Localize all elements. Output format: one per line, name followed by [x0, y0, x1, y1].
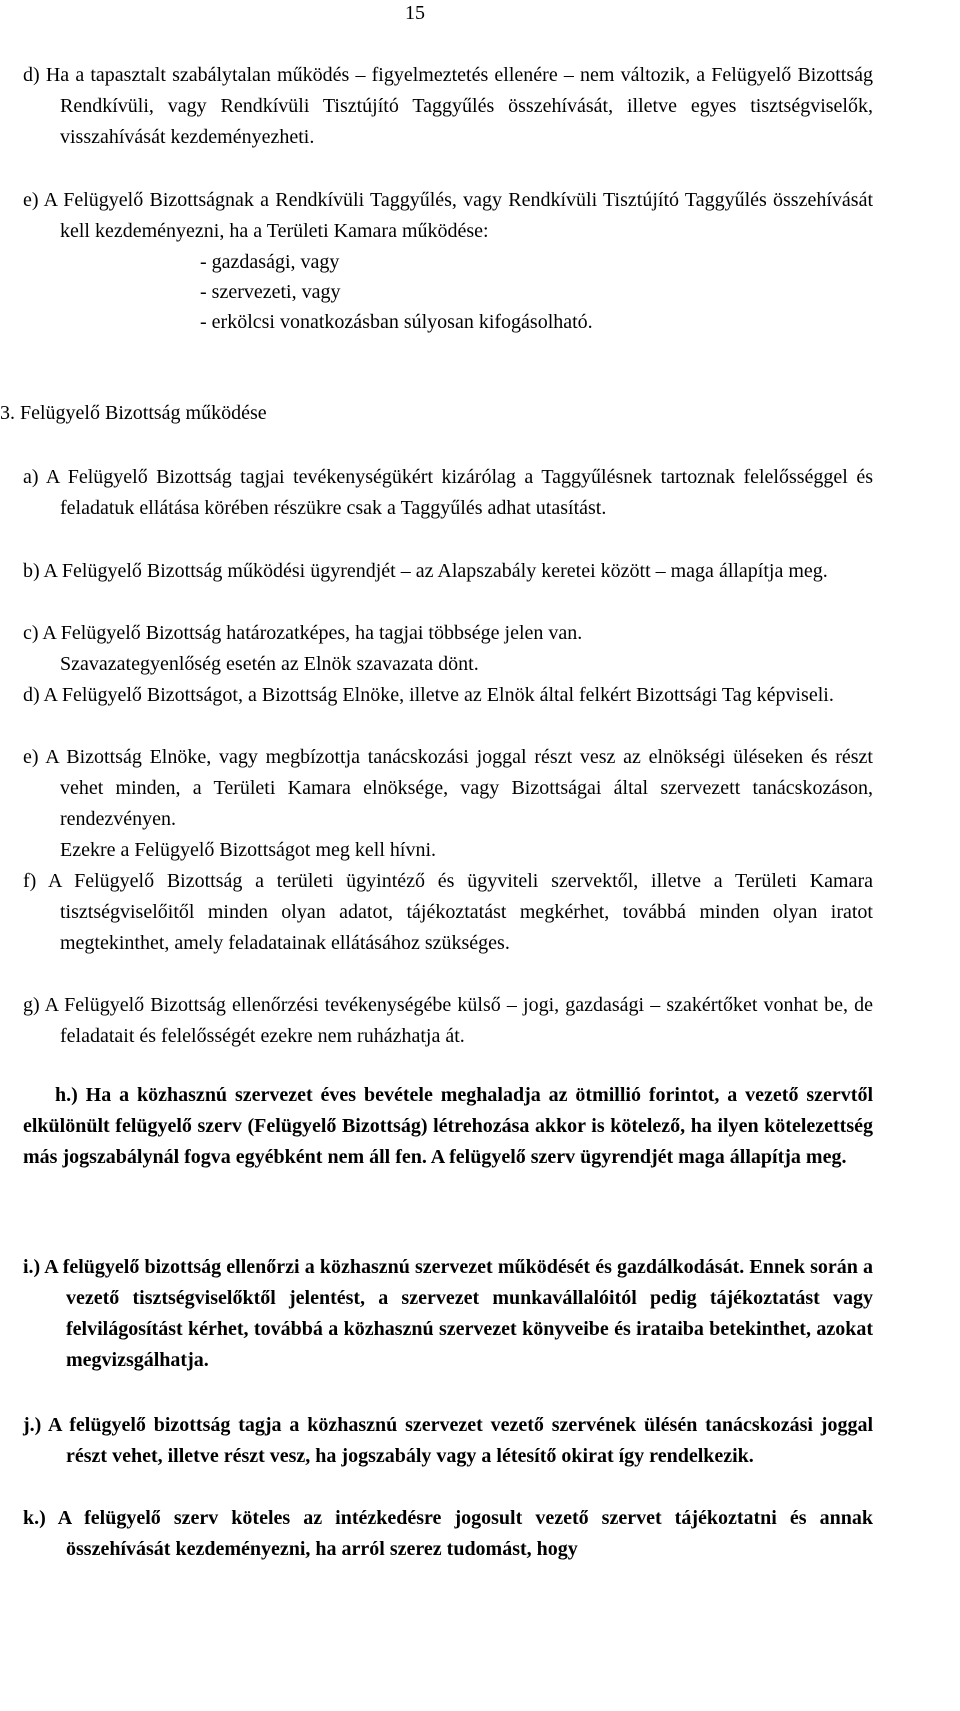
bullet-item: - erkölcsi vonatkozásban súlyosan kifogásolható.: [200, 311, 593, 333]
paragraph-3d-text: d) A Felügyelő Bizottságot, a Bizottság Elnöke, illetve az Elnök által felkért Bizottsági Tag képviseli.: [23, 684, 834, 706]
bullet-item: - szervezeti, vagy: [200, 281, 341, 303]
paragraph-3h-text: h.) Ha a közhasznú szervezet éves bevétele meghaladja az ötmillió forintot, a vezető szervtől elkülönült felügyelő szerv (Felügyelő Bizottság) létrehozása akkor is kötelező, ha ilyen kötelezettség más jogszabálynál fogva egyébként nem áll fen. A felügyelő szerv ügyrendjét maga állapítja meg.: [23, 1084, 873, 1168]
paragraph-3k: [23, 1503, 873, 1565]
paragraph-3e: [23, 742, 873, 866]
section-heading: 3. Felügyelő Bizottság működése: [0, 402, 267, 424]
paragraph-3e-continuation: Ezekre a Felügyelő Bizottságot meg kell hívni.: [60, 839, 437, 861]
paragraph-3f: [23, 866, 873, 959]
paragraph-3d: [23, 680, 873, 711]
paragraph-2e-text: e) A Felügyelő Bizottságnak a Rendkívüli Taggyűlés, vagy Rendkívüli Tisztújító Taggyűlés összehívását kell kezdeményezni, ha a Területi Kamara működése:: [23, 189, 873, 242]
page-number: 15: [405, 2, 425, 24]
paragraph-3g-text: g) A Felügyelő Bizottság ellenőrzési tevékenységébe külső – jogi, gazdasági – szakértőket vonhat be, de feladatait és felelősségét ezekre nem ruházhatja át.: [23, 994, 873, 1047]
paragraph-3e-text: e) A Bizottság Elnöke, vagy megbízottja tanácskozási joggal részt vesz az elnökségi üléseken és részt vehet minden, a Területi Kamara elnöksége, vagy Bizottságai által szervezett tanácskozáson, rendezvényen.: [23, 746, 873, 830]
paragraph-3b-text: b) A Felügyelő Bizottság működési ügyrendjét – az Alapszabály keretei között – maga állapítja meg.: [23, 560, 828, 582]
paragraph-3j-text: j.) A felügyelő bizottság tagja a közhasznú szervezet vezető szervének ülésén tanácskozási joggal részt vehet, illetve részt vesz, ha jogszabály vagy a létesítő okirat így rendelkezik.: [23, 1414, 873, 1467]
paragraph-3b: [23, 556, 873, 587]
paragraph-3c: [23, 618, 873, 680]
paragraph-2d-text: d) Ha a tapasztalt szabálytalan működés – figyelmeztetés ellenére – nem változik, a Felügyelő Bizottság Rendkívüli, vagy Rendkívüli Tisztújító Taggyűlés összehívását, illetve egyes tisztségviselők, visszahívását kezdeményezheti.: [23, 64, 873, 148]
paragraph-3i-text: i.) A felügyelő bizottság ellenőrzi a közhasznú szervezet működését és gazdálkodását. Ennek során a vezető tisztségviselőktől jelentést, a szervezet munkavállalóitól pedig tájékoztatást vagy felvilágosítást kérhet, továbbá a közhasznú szervezet könyveibe és irataiba betekinthet, azokat megvizsgálhatja.: [23, 1256, 873, 1371]
paragraph-3j: [23, 1410, 873, 1472]
paragraph-3c-continuation: Szavazategyenlőség esetén az Elnök szavazata dönt.: [60, 653, 479, 675]
bullet-list: [200, 247, 593, 337]
paragraph-3i: [23, 1252, 873, 1376]
paragraph-3a: [23, 462, 873, 524]
paragraph-3h: [23, 1080, 873, 1173]
paragraph-3f-text: f) A Felügyelő Bizottság a területi ügyintéző és ügyviteli szervektől, illetve a Területi Kamara tisztségviselőitől minden olyan adatot, tájékoztatást megkérhet, továbbá minden olyan iratot megtekinthet, amely feladatainak ellátásához szükséges.: [23, 870, 873, 954]
paragraph-3k-text: k.) A felügyelő szerv köteles az intézkedésre jogosult vezető szervet tájékoztatni és annak összehívását kezdeményezni, ha arról szerez tudomást, hogy: [23, 1507, 873, 1560]
paragraph-3a-text: a) A Felügyelő Bizottság tagjai tevékenységükért kizárólag a Taggyűlésnek tartoznak felelősséggel és feladatuk ellátása körében részükre csak a Taggyűlés adhat utasítást.: [23, 466, 873, 519]
paragraph-3g: [23, 990, 873, 1052]
paragraph-2d: [23, 60, 873, 153]
paragraph-2e: [23, 185, 873, 247]
paragraph-3c-text: c) A Felügyelő Bizottság határozatképes, ha tagjai többsége jelen van.: [23, 622, 583, 644]
bullet-item: - gazdasági, vagy: [200, 251, 340, 273]
